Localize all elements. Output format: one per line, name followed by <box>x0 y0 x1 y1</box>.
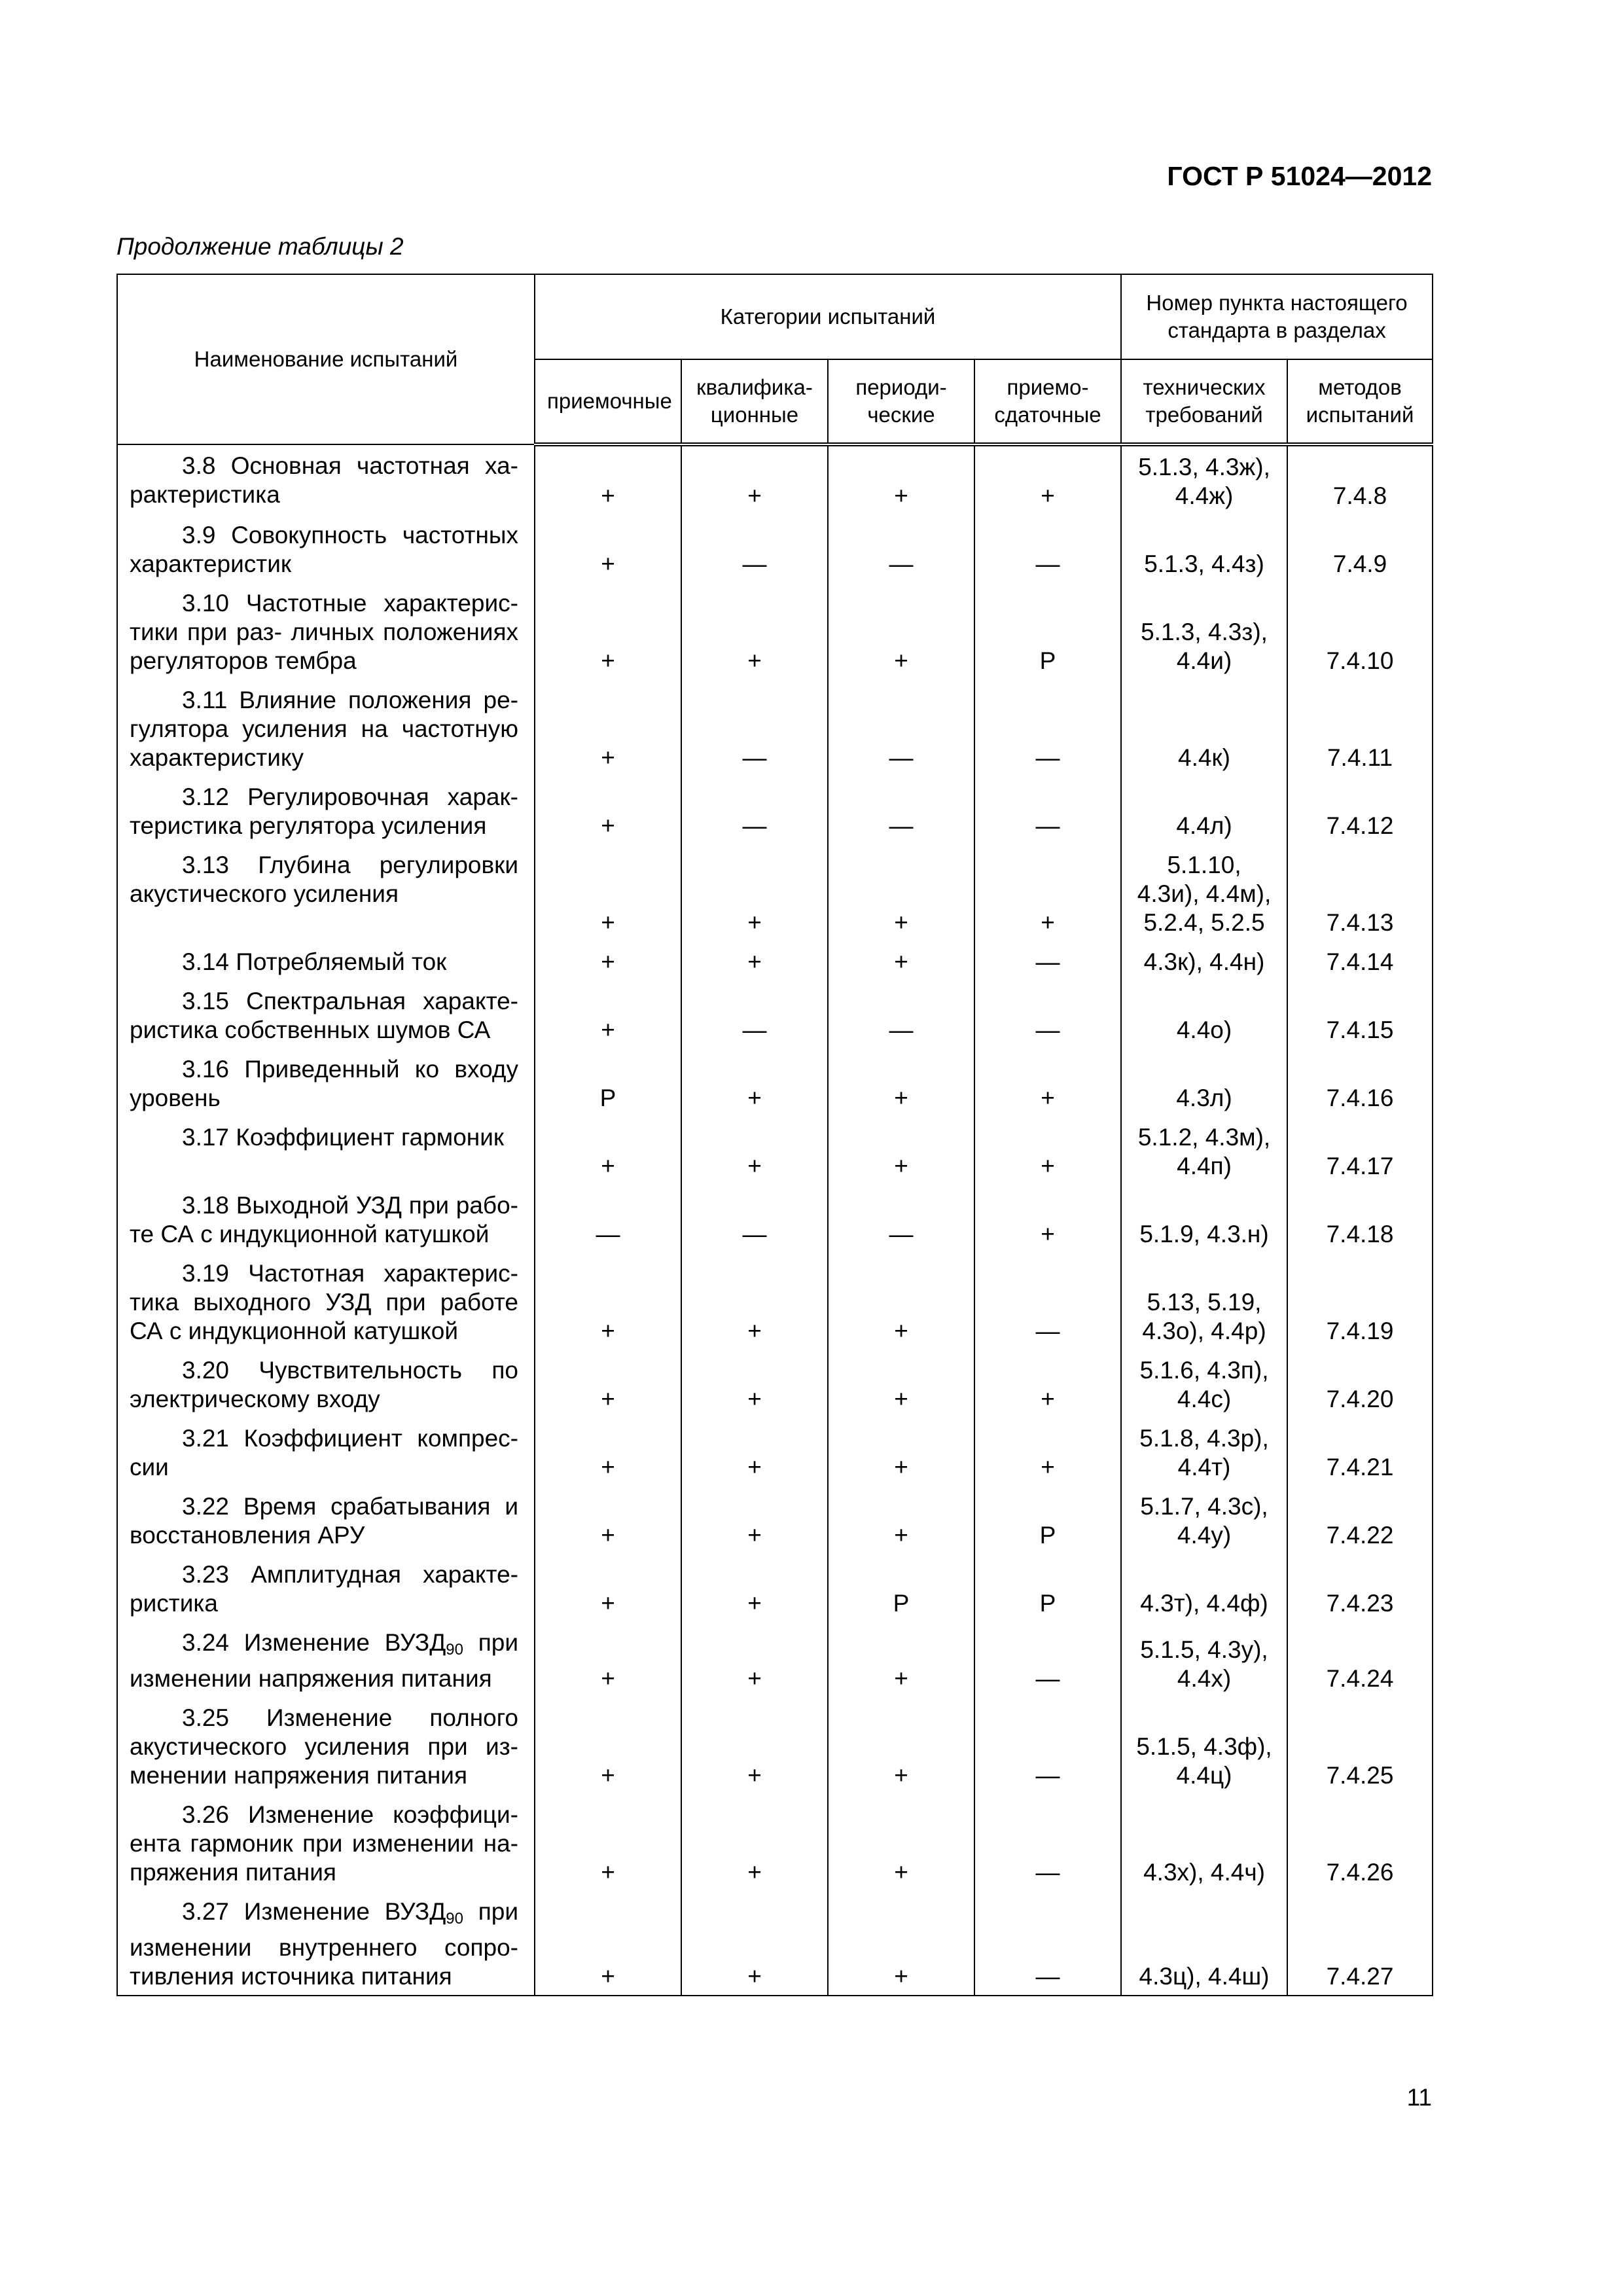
test-name-text: 3.24 Изменение ВУЗД <box>182 1629 446 1656</box>
table-row <box>117 1185 1433 1253</box>
acceptance-mark: + <box>535 941 681 980</box>
header-acceptance: приемочные <box>535 359 681 444</box>
table-caption: Продолжение таблицы 2 <box>116 233 404 260</box>
qualification-mark: — <box>681 980 828 1049</box>
qualification-mark: — <box>681 514 828 583</box>
table-row <box>117 844 1433 941</box>
periodic-mark: + <box>828 444 974 514</box>
test-method-ref: 7.4.13 <box>1287 844 1433 941</box>
header-clause-numbers: Номер пункта настоящего стандарта в разделах <box>1121 274 1433 359</box>
tech-requirements-ref: 5.1.5, 4.3ф), 4.4ц) <box>1121 1697 1287 1794</box>
tech-requirements-ref: 4.3л) <box>1121 1049 1287 1117</box>
acceptance-mark: + <box>535 1891 681 1996</box>
qualification-mark: — <box>681 679 828 776</box>
periodic-mark: — <box>828 514 974 583</box>
table-row <box>117 583 1433 679</box>
qualification-mark: + <box>681 1418 828 1486</box>
table-row <box>117 514 1433 583</box>
periodic-mark: + <box>828 1794 974 1891</box>
tech-requirements-ref: 5.1.7, 4.3с), 4.4у) <box>1121 1486 1287 1554</box>
tech-requirements-ref: 5.1.3, 4.4з) <box>1121 514 1287 583</box>
qualification-mark: + <box>681 1117 828 1185</box>
test-name-cell <box>117 1891 535 1996</box>
table-row <box>117 941 1433 980</box>
test-method-ref: 7.4.22 <box>1287 1486 1433 1554</box>
qualification-mark: + <box>681 941 828 980</box>
test-method-ref: 7.4.16 <box>1287 1049 1433 1117</box>
delivery-mark: — <box>974 1891 1121 1996</box>
test-method-ref: 7.4.24 <box>1287 1622 1433 1697</box>
delivery-mark: — <box>974 980 1121 1049</box>
qualification-mark: + <box>681 1622 828 1697</box>
qualification-mark: + <box>681 1697 828 1794</box>
acceptance-mark: + <box>535 980 681 1049</box>
tech-requirements-ref: 5.1.3, 4.3з), 4.4и) <box>1121 583 1287 679</box>
tech-requirements-ref: 5.1.9, 4.3.н) <box>1121 1185 1287 1253</box>
table-row <box>117 444 1433 514</box>
table-row <box>117 1253 1433 1350</box>
test-method-ref: 7.4.19 <box>1287 1253 1433 1350</box>
table-row <box>117 1049 1433 1117</box>
test-name-cell: 3.21 Коэффициент компрес-сии <box>117 1418 535 1486</box>
table-row <box>117 1891 1433 1996</box>
periodic-mark: + <box>828 583 974 679</box>
table-body <box>117 444 1433 1996</box>
test-name-cell: 3.8 Основная частотная ха-рактеристика <box>117 444 535 514</box>
test-name-cell: 3.26 Изменение коэффици-ента гармоник при изменении на-пряжения питания <box>117 1794 535 1891</box>
table-row <box>117 1418 1433 1486</box>
periodic-mark: + <box>828 1891 974 1996</box>
periodic-mark: + <box>828 941 974 980</box>
test-method-ref: 7.4.14 <box>1287 941 1433 980</box>
acceptance-mark: + <box>535 776 681 844</box>
qualification-mark: + <box>681 1253 828 1350</box>
table-row <box>117 1794 1433 1891</box>
tech-requirements-ref: 5.1.10, 4.3и), 4.4м), 5.2.4, 5.2.5 <box>1121 844 1287 941</box>
test-name-cell: 3.19 Частотная характерис-тика выходного УЗД при работе СА с индукционной катушкой <box>117 1253 535 1350</box>
tech-requirements-ref: 5.13, 5.19, 4.3о), 4.4р) <box>1121 1253 1287 1350</box>
test-name-cell: 3.23 Амплитудная характе-ристика <box>117 1554 535 1622</box>
table-row <box>117 1350 1433 1418</box>
delivery-mark: + <box>974 444 1121 514</box>
table-row <box>117 1117 1433 1185</box>
delivery-mark: — <box>974 1622 1121 1697</box>
acceptance-mark: + <box>535 1794 681 1891</box>
tech-requirements-ref: 5.1.5, 4.3у), 4.4х) <box>1121 1622 1287 1697</box>
periodic-mark: + <box>828 1049 974 1117</box>
periodic-mark: + <box>828 844 974 941</box>
test-method-ref: 7.4.26 <box>1287 1794 1433 1891</box>
delivery-mark: + <box>974 1418 1121 1486</box>
qualification-mark: + <box>681 1891 828 1996</box>
test-table <box>116 274 1432 1996</box>
test-method-ref: 7.4.25 <box>1287 1697 1433 1794</box>
header-qualification: квалифика-ционные <box>681 359 828 444</box>
table-row <box>117 1622 1433 1697</box>
tech-requirements-ref: 5.1.8, 4.3р), 4.4т) <box>1121 1418 1287 1486</box>
test-name-cell: 3.17 Коэффициент гармоник <box>117 1117 535 1185</box>
tech-requirements-ref: 4.4о) <box>1121 980 1287 1049</box>
qualification-mark: + <box>681 1350 828 1418</box>
delivery-mark: — <box>974 679 1121 776</box>
acceptance-mark: + <box>535 1486 681 1554</box>
delivery-mark: — <box>974 514 1121 583</box>
test-name-cell <box>117 1622 535 1697</box>
acceptance-mark: + <box>535 1117 681 1185</box>
periodic-mark: + <box>828 1350 974 1418</box>
periodic-mark: + <box>828 1117 974 1185</box>
periodic-mark: + <box>828 1418 974 1486</box>
delivery-mark: — <box>974 1253 1121 1350</box>
delivery-mark: — <box>974 776 1121 844</box>
test-name-cell: 3.18 Выходной УЗД при рабо-те СА с индукционной катушкой <box>117 1185 535 1253</box>
table-row <box>117 679 1433 776</box>
tech-requirements-ref: 4.3т), 4.4ф) <box>1121 1554 1287 1622</box>
table-row <box>117 1554 1433 1622</box>
test-name-cell: 3.16 Приведенный ко входу уровень <box>117 1049 535 1117</box>
header-tech-requirements: технических требований <box>1121 359 1287 444</box>
delivery-mark: + <box>974 1049 1121 1117</box>
qualification-mark: + <box>681 1794 828 1891</box>
acceptance-mark: + <box>535 514 681 583</box>
periodic-mark: — <box>828 776 974 844</box>
tech-requirements-ref: 5.1.2, 4.3м), 4.4п) <box>1121 1117 1287 1185</box>
test-method-ref: 7.4.27 <box>1287 1891 1433 1996</box>
table-row <box>117 1697 1433 1794</box>
delivery-mark: Р <box>974 1486 1121 1554</box>
delivery-mark: Р <box>974 583 1121 679</box>
test-name-cell: 3.9 Совокупность частотных характеристик <box>117 514 535 583</box>
test-method-ref: 7.4.12 <box>1287 776 1433 844</box>
tech-requirements-ref: 5.1.3, 4.3ж), 4.4ж) <box>1121 444 1287 514</box>
test-name-cell: 3.14 Потребляемый ток <box>117 941 535 980</box>
test-method-ref: 7.4.21 <box>1287 1418 1433 1486</box>
test-name-cell: 3.10 Частотные характерис-тики при раз- личных положениях регуляторов тембра <box>117 583 535 679</box>
test-method-ref: 7.4.15 <box>1287 980 1433 1049</box>
test-method-ref: 7.4.23 <box>1287 1554 1433 1622</box>
table-row <box>117 980 1433 1049</box>
delivery-mark: + <box>974 1185 1121 1253</box>
periodic-mark: + <box>828 1486 974 1554</box>
test-name-cell: 3.22 Время срабатывания и восстановления АРУ <box>117 1486 535 1554</box>
delivery-mark: — <box>974 1794 1121 1891</box>
test-name-cell: 3.13 Глубина регулировки акустического усиления <box>117 844 535 941</box>
header-periodic: периоди-ческие <box>828 359 974 444</box>
test-method-ref: 7.4.20 <box>1287 1350 1433 1418</box>
periodic-mark: — <box>828 679 974 776</box>
tech-requirements-ref: 4.4л) <box>1121 776 1287 844</box>
tech-requirements-ref: 5.1.6, 4.3п), 4.4с) <box>1121 1350 1287 1418</box>
acceptance-mark: + <box>535 844 681 941</box>
acceptance-mark: + <box>535 1350 681 1418</box>
header-test-methods: методов испытаний <box>1287 359 1433 444</box>
qualification-mark: + <box>681 1049 828 1117</box>
test-method-ref: 7.4.9 <box>1287 514 1433 583</box>
acceptance-mark: Р <box>535 1049 681 1117</box>
delivery-mark: — <box>974 1697 1121 1794</box>
tech-requirements-ref: 4.3х), 4.4ч) <box>1121 1794 1287 1891</box>
test-name-cell: 3.11 Влияние положения ре-гулятора усиления на частотную характеристику <box>117 679 535 776</box>
test-name-subscript: 90 <box>446 1910 463 1928</box>
test-name-subscript: 90 <box>446 1641 463 1659</box>
qualification-mark: + <box>681 444 828 514</box>
periodic-mark: — <box>828 1185 974 1253</box>
periodic-mark: — <box>828 980 974 1049</box>
table-row <box>117 1486 1433 1554</box>
test-name-text: при изменении напряжения питания <box>130 1629 518 1692</box>
tech-requirements-ref: 4.4к) <box>1121 679 1287 776</box>
acceptance-mark: + <box>535 1253 681 1350</box>
test-name-cell: 3.25 Изменение полного акустического усиления при из-менении напряжения питания <box>117 1697 535 1794</box>
delivery-mark: + <box>974 1117 1121 1185</box>
delivery-mark: + <box>974 844 1121 941</box>
acceptance-mark: + <box>535 679 681 776</box>
test-name-cell: 3.20 Чувствительность по электрическому входу <box>117 1350 535 1418</box>
delivery-mark: Р <box>974 1554 1121 1622</box>
acceptance-mark: + <box>535 583 681 679</box>
standard-number: ГОСТ Р 51024—2012 <box>1167 161 1432 191</box>
qualification-mark: + <box>681 583 828 679</box>
tech-requirements-ref: 4.3к), 4.4н) <box>1121 941 1287 980</box>
periodic-mark: + <box>828 1697 974 1794</box>
test-method-ref: 7.4.18 <box>1287 1185 1433 1253</box>
acceptance-mark: — <box>535 1185 681 1253</box>
qualification-mark: + <box>681 1554 828 1622</box>
header-delivery: приемо-сдаточные <box>974 359 1121 444</box>
periodic-mark: Р <box>828 1554 974 1622</box>
test-name-cell: 3.12 Регулировочная харак-теристика регулятора усиления <box>117 776 535 844</box>
header-categories: Категории испытаний <box>535 274 1121 359</box>
acceptance-mark: + <box>535 1622 681 1697</box>
test-method-ref: 7.4.11 <box>1287 679 1433 776</box>
acceptance-mark: + <box>535 1418 681 1486</box>
qualification-mark: + <box>681 844 828 941</box>
test-method-ref: 7.4.10 <box>1287 583 1433 679</box>
test-name-text: 3.27 Изменение ВУЗД <box>182 1898 446 1925</box>
acceptance-mark: + <box>535 444 681 514</box>
test-method-ref: 7.4.8 <box>1287 444 1433 514</box>
acceptance-mark: + <box>535 1697 681 1794</box>
periodic-mark: + <box>828 1622 974 1697</box>
header-test-name: Наименование испытаний <box>117 274 535 444</box>
periodic-mark: + <box>828 1253 974 1350</box>
qualification-mark: — <box>681 1185 828 1253</box>
qualification-mark: — <box>681 776 828 844</box>
page-number: 11 <box>1406 2084 1432 2111</box>
table-row <box>117 776 1433 844</box>
test-method-ref: 7.4.17 <box>1287 1117 1433 1185</box>
delivery-mark: + <box>974 1350 1121 1418</box>
qualification-mark: + <box>681 1486 828 1554</box>
test-name-cell: 3.15 Спектральная характе-ристика собственных шумов СА <box>117 980 535 1049</box>
acceptance-mark: + <box>535 1554 681 1622</box>
tech-requirements-ref: 4.3ц), 4.4ш) <box>1121 1891 1287 1996</box>
delivery-mark: — <box>974 941 1121 980</box>
test-name-text: при изменении внутреннего сопро-тивления источника питания <box>130 1898 518 1990</box>
